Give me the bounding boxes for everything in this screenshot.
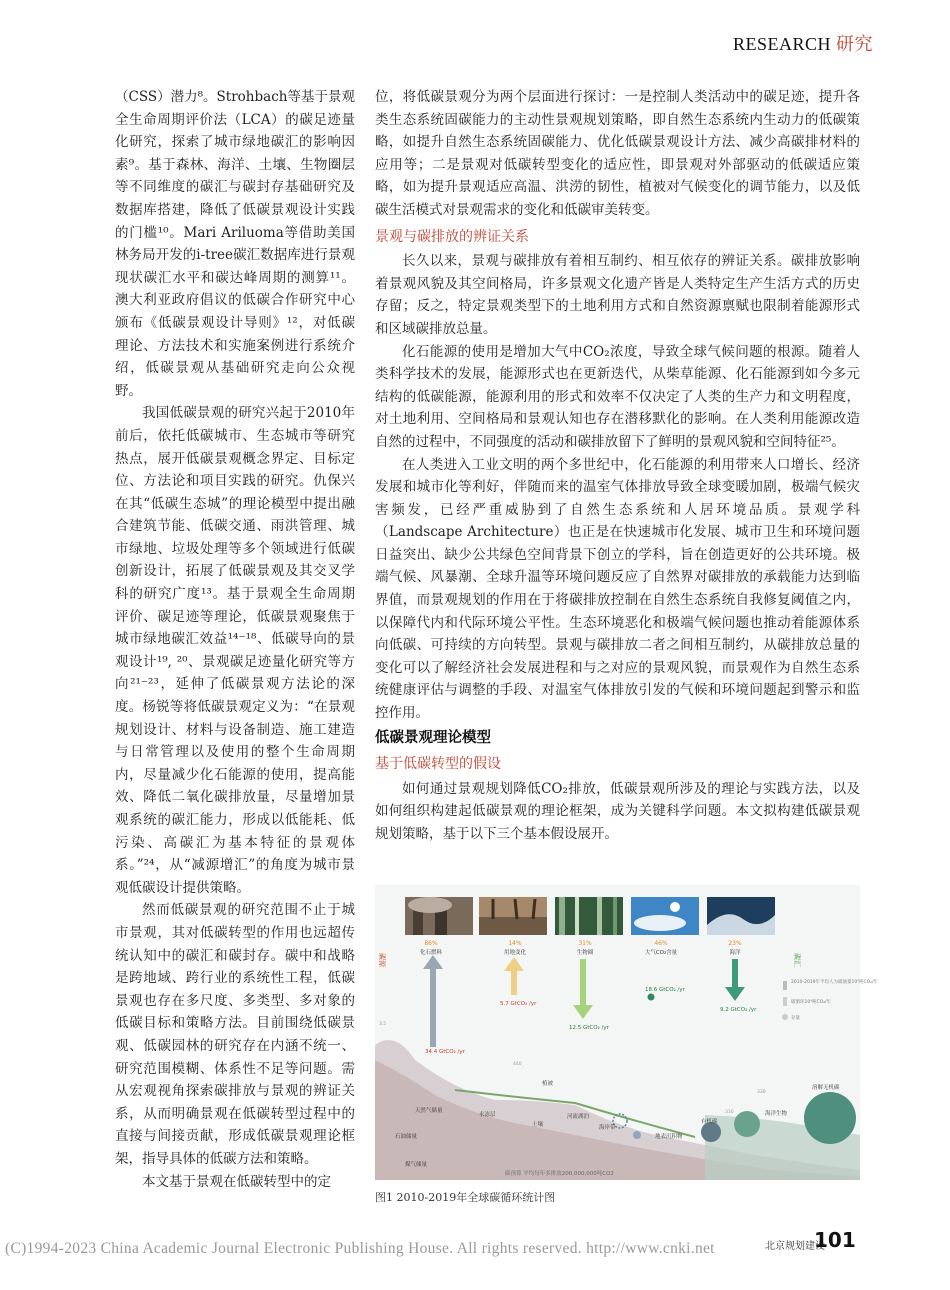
stock-label: 地表沉积物: [655, 1134, 683, 1140]
stock-label: 土壤: [532, 1122, 544, 1128]
photo-atmosphere: [631, 897, 699, 935]
sink-tag: 碳汇: [793, 953, 801, 967]
sink-name: 生物圈: [576, 950, 594, 956]
subsection-heading: 景观与碳排放的辨证关系: [375, 228, 529, 245]
stock-label: 河流湖泊: [567, 1114, 590, 1120]
paragraph: 化石能源的使用是增加大气中CO₂浓度，导致全球气候问题的根源。随着人类科学技术的发展，能源形式也在更新迭代，从柴草能源、化石能源到如今多元结构的低碳能源，能源利用的形式和效率不仅决定了人类的生产力和文明程度，对土地利用、空间格局和景观认知也存在潜移默化的影响。在人类利用能源改造自然的过程中，不同强度的活动和碳排放留下了鲜明的景观风貌和空间特征²⁵。: [375, 343, 860, 450]
sink-pct: 46%: [654, 940, 668, 947]
sink-name: 大气CO₂含量: [644, 950, 678, 956]
stock-label: 溶解无机碳: [812, 1085, 840, 1091]
copyright-footer: (C)1994-2023 China Academic Journal Electronic Publishing House. All rights reserved. http://www.cnki.net: [5, 1240, 715, 1257]
stock-label: 海岸带: [599, 1125, 616, 1131]
right-column: [375, 86, 860, 846]
figure-number: 330: [757, 1090, 766, 1095]
photo-fossil-fuel: [405, 897, 473, 935]
carbon-budget-note: 碳预算 平均每年多排放200,000,000吨CO2: [505, 1171, 614, 1177]
stock-label: 天然气储量: [415, 1108, 443, 1114]
paragraph: 长久以来，景观与碳排放有着相互制约、相互依存的辨证关系。碳排放影响着景观风貌及其空间格局，许多景观文化遗产皆是人类特定生产生活方式的历史存留；反之，特定景观类型下的土地利用方式和自然资源禀赋也限制着能源形式和区域碳排放总量。: [375, 253, 860, 337]
figure-number: 3.5: [379, 1022, 387, 1027]
section-heading: 低碳景观理论模型: [375, 729, 491, 746]
flux-label: 18.6 GtCO₂ /yr: [645, 987, 685, 993]
stock-label: 有机碳: [701, 1119, 718, 1125]
photo-ocean: [707, 897, 775, 935]
stock-label: 植被: [542, 1081, 554, 1087]
legend-item: 存量: [791, 1016, 800, 1021]
sink-pct: 23%: [728, 940, 742, 947]
header-title-cn: 研究: [836, 34, 874, 54]
paragraph: 然而低碳景观的研究范围不止于城市景观，其对低碳转型的作用也远超传统认知中的碳汇和碳封存。碳中和战略是跨地域、跨行业的系统性工程，低碳景观也存在多尺度、多类型、多对象的低碳目标和策略方法。目前围绕低碳景观、低碳园林的研究存在内涵不统一、研究范围模糊、体系性不足等问题。需从宏观视角探索碳排放与景观的辨证关系，从而明确景观在低碳转型过程中的直接与间接贡献，形成低碳景观理论框架，指导具体的低碳方法和策略。: [115, 902, 355, 1167]
stock-label: 煤气储量: [405, 1162, 428, 1168]
marine-life-stock: [734, 1111, 760, 1137]
stock-label: 海洋生物: [765, 1111, 788, 1117]
flux-label: 9.2 GtCO₂ /yr: [720, 1007, 757, 1013]
sink-pct: 31%: [578, 940, 592, 947]
paragraph: 在人类进入工业文明的两个多世纪中，化石能源的利用带来人口增长、经济发展和城市化等利好，伴随而来的温室气体排放导致全球变暖加剧，极端气候灾害频发，已经严重威胁到了自然生态系统和人居环境品质。景观学科（Landscape Architecture）也正是在快速城市化发展、城市卫生和环境问题日益突出、缺少公共绿色空间背景下创立的学科，旨在创造更好的公共环境。极端气候、风暴潮、全球升温等环境问题反应了自然界对碳排放的承载能力达到临界值，而景观规划的作用在于将碳排放控制在自然生态系统自我修复阈值之内，以保障代内和代际环境公平性。生态环境恶化和极端气候问题也推动着能源体系向低碳、可持续的方向转型。景观与碳排放二者之间相互制约，从碳排放总量的变化可以了解经济社会发展进程和与之对应的景观风貌，而景观作为自然生态系统健康评估与调整的手段、对温室气体排放引发的气候和环境问题起到警示和监控作用。: [375, 456, 860, 722]
source-pct: 86%: [424, 940, 438, 947]
paragraph: 我国低碳景观的研究兴起于2010年前后，依托低碳城市、生态城市等研究热点，展开低碳景观概念界定、目标定位、方法论和项目实践的研究。仇保兴在其“低碳生态城”的理论模型中提出融合建筑节能、低碳交通、雨洪管理、城市绿地、垃圾处理等多个领域进行低碳创新设计，拓展了低碳景观及其交叉学科的研究广度¹³。基于景观全生命周期评价、碳足迹等理论，低碳景观聚焦于城市绿地碳汇效益¹⁴⁻¹⁸、低碳导向的景观设计¹⁹, ²⁰、景观碳足迹量化研究等方向²¹⁻²³，延伸了低碳景观方法论的深度。杨锐等将低碳景观定义为：“在景观规划设计、材料与设备制造、施工建造与日常管理以及使用的整个生命周期内，尽量减少化石能源的使用，提高能效、降低二氧化碳排放量，尽量增加景观系统的碳汇能力，形成以低能耗、低污染、高碳汇为基本特征的景观体系。”²⁴，从“减源增汇”的角度为城市景观低碳设计提供策略。: [115, 405, 355, 896]
source-pct: 14%: [508, 940, 522, 947]
running-header: [733, 30, 873, 56]
dissolved-carbon-stock: [804, 1092, 856, 1144]
photo-biosphere: [555, 897, 623, 935]
coastal-stock: [633, 1131, 641, 1139]
figure-caption: 图1 2010-2019年全球碳循环统计图: [375, 1191, 556, 1204]
figure-number: 330: [725, 1110, 734, 1115]
legend-item: 2010-2019年平均人为碳通量10⁹吨CO₂/年: [791, 980, 879, 985]
left-column: [115, 86, 355, 1193]
source-name: 化石燃料: [419, 950, 443, 956]
header-title-en: RESEARCH: [733, 34, 832, 54]
carbon-cycle-figure: [375, 885, 879, 1180]
flux-label: 5.7 GtCO₂ /yr: [500, 1001, 537, 1007]
paragraph: （CSS）潜力⁸。Strohbach等基于景观全生命周期评价法（LCA）的碳足迹量化研究，探索了城市绿地碳汇的影响因素⁹。基于森林、海洋、土壤、生物圈层等不同维度的碳汇与碳封存基础研究及数据库搭建，降低了低碳景观设计实践的门槛¹⁰。Mari Ariluoma等借助美国林务局开发的i-tree碳汇数据库进行景观现状碳汇水平和碳达峰周期的测算¹¹。澳大利亚政府倡议的低碳合作研究中心颁布《低碳景观设计导则》¹²，对低碳理论、方法技术和实施案例进行系统介绍，低碳景观从基础研究走向公众视野。: [115, 89, 355, 399]
stock-label: 永冻层: [479, 1112, 496, 1118]
paragraph: 如何通过景观规划降低CO₂排放，低碳景观所涉及的理论与实践方法，以及如何组织构建起低碳景观的理论框架，成为关键科学问题。本文拟构建低碳景观规划策略，基于以下三个基本假设展开。: [375, 780, 860, 842]
figure-number: 440: [513, 1062, 522, 1067]
flux-label: 12.5 GtCO₂ /yr: [569, 1025, 609, 1031]
sink-name: 海洋: [729, 950, 741, 956]
page-number: 101: [814, 1228, 856, 1252]
legend-item: 碳循环10⁹吨CO₂/年: [791, 1000, 832, 1005]
paragraph: 本文基于景观在低碳转型中的定: [142, 1173, 331, 1190]
flux-label: 34.4 GtCO₂ /yr: [425, 1049, 465, 1055]
paragraph: 位，将低碳景观分为两个层面进行探讨：一是控制人类活动中的碳足迹，提升各类生态系统固碳能力的主动性景观规划策略，即自然生态系统内生动力的低碳策略，如提升自然生态系统固碳能力、优化低碳景观设计方法、减少高碳排材料的应用等；二是景观对低碳转型变化的适应性，即景观对外部驱动的低碳适应策略，如为提升景观适应高温、洪涝的韧性，植被对气候变化的调节能力，以及低碳生活模式对景观需求的变化和低碳审美转变。: [375, 89, 860, 218]
journal-name: 北京规划建设: [765, 1241, 825, 1252]
atmosphere-marker: [648, 994, 655, 1001]
subsection-heading: 基于低碳转型的假设: [375, 756, 501, 773]
photo-land-use: [479, 897, 547, 935]
organic-carbon-stock: [701, 1122, 721, 1142]
source-name: 用地变化: [503, 950, 527, 956]
source-tag: 碳源: [378, 953, 386, 967]
stock-label: 石油储量: [395, 1134, 418, 1140]
